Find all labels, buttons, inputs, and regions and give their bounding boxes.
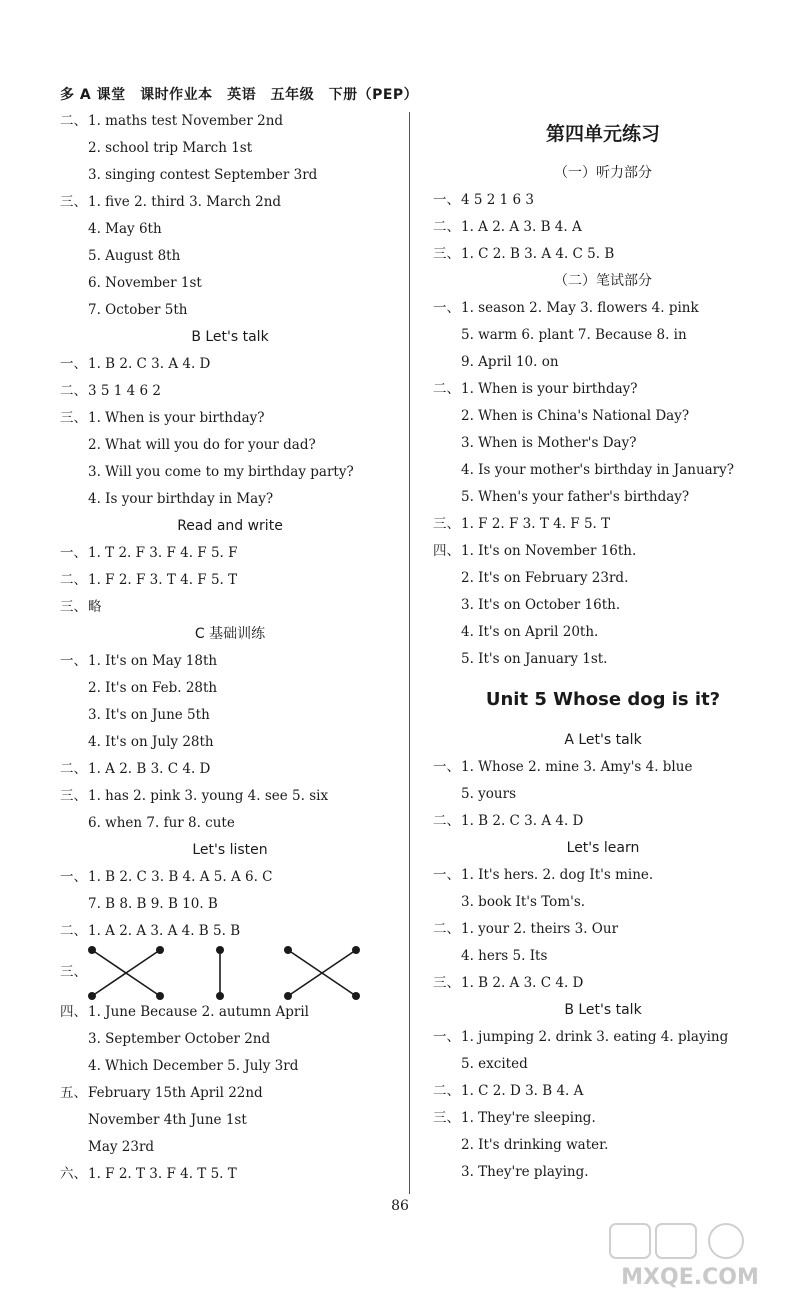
answer-text: 1. It's hers. 2. dog It's mine. [461,867,654,883]
answer-line [60,1134,400,1161]
matching-lines-diagram [88,946,368,1000]
question-marker: 二、 [433,1083,460,1099]
question-marker: 一、 [433,759,460,775]
answer-text: 1. When is your birthday? [88,410,265,426]
answer-line [433,457,773,484]
answer-text: 7. October 5th [88,302,188,318]
answer-line [433,1051,773,1078]
answer-line [433,376,773,403]
answer-line [433,484,773,511]
answer-text: 1. C 2. D 3. B 4. A [461,1083,584,1099]
answer-text: 3. book It's Tom's. [461,894,586,910]
answer-line [60,486,400,513]
answer-text: 5. yours [461,786,517,802]
answer-line [433,970,773,997]
question-marker: 二、 [433,219,460,235]
question-marker: 二、 [60,923,87,939]
answer-line [433,403,773,430]
answer-line [60,594,400,621]
answer-text: 4 5 2 1 6 3 [461,192,534,208]
question-marker: 四、 [60,1004,87,1020]
question-marker: 二、 [433,381,460,397]
answer-line [60,1161,400,1188]
answer-text: 3 5 1 4 6 2 [88,383,161,399]
answer-line [60,702,400,729]
answer-text: 4. hers 5. Its [461,948,548,964]
answer-text: 1. B 2. C 3. A 4. D [461,813,584,829]
answer-line [433,1132,773,1159]
answer-line [60,1080,400,1107]
question-marker: 五、 [60,1085,87,1101]
answer-line [60,783,400,810]
question-marker: 三、 [60,964,87,980]
question-marker: 一、 [60,545,87,561]
answer-line [433,511,773,538]
answer-line [60,405,400,432]
question-marker: 二、 [433,813,460,829]
answer-text: 1. B 2. C 3. A 4. D [88,356,211,372]
question-marker: 一、 [433,192,460,208]
question-marker: 二、 [433,921,460,937]
answer-text: 1. When is your birthday? [461,381,638,397]
answer-line [60,297,400,324]
answer-line [60,378,400,405]
answer-line [433,808,773,835]
answer-line [433,646,773,673]
question-marker: 二、 [60,113,87,129]
matching-dot [88,946,96,954]
question-marker: 二、 [60,383,87,399]
answer-text: 3. singing contest September 3rd [88,167,318,183]
answer-text: 4. Which December 5. July 3rd [88,1058,299,1074]
answer-line [433,538,773,565]
answer-line [433,322,773,349]
answer-line [60,810,400,837]
watermark-logo [590,1220,790,1292]
answer-text: 1. has 2. pink 3. young 4. see 5. six [88,788,329,804]
question-marker: 三、 [60,194,87,210]
answer-text: May 23rd [88,1139,155,1155]
answer-text: 3. It's on June 5th [88,707,210,723]
answer-line [433,214,773,241]
matching-dot [352,946,360,954]
answer-text: 1. It's on November 16th. [461,543,637,559]
answer-text: 1. T 2. F 3. F 4. F 5. F [88,545,238,561]
answer-text: 3. Will you come to my birthday party? [88,464,354,480]
section-heading: Read and write [177,518,283,534]
answer-line [60,459,400,486]
answer-line [433,1105,773,1132]
answer-line [60,756,400,783]
answer-line [60,567,400,594]
answer-text: 1. A 2. A 3. A 4. B 5. B [88,923,241,939]
answer-text: 2. What will you do for your dad? [88,437,316,453]
answer-line [60,999,400,1026]
answer-line [60,351,400,378]
answer-text: 4. May 6th [88,221,162,237]
answer-text: 1. They're sleeping. [461,1110,596,1126]
answer-line [433,862,773,889]
answer-text: 1. F 2. T 3. F 4. T 5. T [88,1166,237,1182]
matching-dot [284,946,292,954]
answer-line [60,216,400,243]
answer-text: 1. B 2. A 3. C 4. D [461,975,584,991]
answer-line [433,349,773,376]
answer-text: 1. A 2. B 3. C 4. D [88,761,211,777]
answer-line [60,891,400,918]
answer-line [60,432,400,459]
answer-line [433,916,773,943]
answer-line [60,108,400,135]
answer-text: 9. April 10. on [461,354,559,370]
question-marker: 三、 [60,410,87,426]
section-heading: Let's learn [566,840,640,856]
answer-text: 1. your 2. theirs 3. Our [461,921,619,937]
answer-line [433,1024,773,1051]
answer-text: November 4th June 1st [88,1112,247,1128]
answer-text: February 15th April 22nd [88,1085,263,1101]
answer-text: 1. jumping 2. drink 3. eating 4. playing [461,1029,729,1045]
answer-line [433,430,773,457]
section-heading: B Let's talk [191,329,269,345]
answer-line [433,241,773,268]
section-heading: （二）笔试部分 [554,273,652,289]
answer-line [433,754,773,781]
answer-text: 4. It's on April 20th. [461,624,599,640]
answer-text: 5. warm 6. plant 7. Because 8. in [461,327,687,343]
question-marker: 一、 [433,867,460,883]
answer-text: 1. F 2. F 3. T 4. F 5. T [461,516,611,532]
answer-text: 2. school trip March 1st [88,140,253,156]
answer-line [433,889,773,916]
unit-title: Unit 5 Whose dog is it? [485,689,721,710]
answer-text: 1. five 2. third 3. March 2nd [88,194,282,210]
answer-text: 1. season 2. May 3. flowers 4. pink [461,300,699,316]
question-marker: 一、 [60,869,87,885]
answer-text: 略 [88,599,102,615]
answer-line [433,619,773,646]
question-marker: 二、 [60,761,87,777]
answer-text: 2. It's on February 23rd. [461,570,629,586]
question-marker: 一、 [433,300,460,316]
answer-line [433,781,773,808]
unit-practice-title: 第四单元练习 [545,123,660,145]
section-heading: C 基础训练 [194,626,266,642]
question-marker: 三、 [433,516,460,532]
answer-line [433,187,773,214]
answer-line [433,1078,773,1105]
watermark-text: MXQE.COM [621,1265,759,1290]
question-marker: 六、 [60,1166,87,1182]
page-header: 多 A 课堂 课时作业本 英语 五年级 下册（PEP） [60,87,419,103]
left-column [60,108,400,1188]
answer-line [60,1053,400,1080]
answer-line [60,540,400,567]
answer-text: 6. November 1st [88,275,202,291]
page-number: 86 [391,1198,409,1214]
answer-text: 1. Whose 2. mine 3. Amy's 4. blue [461,759,693,775]
section-heading: A Let's talk [564,732,642,748]
answer-text: 5. excited [461,1056,528,1072]
answer-line [60,270,400,297]
answer-line-matching [60,945,400,999]
answer-line [433,565,773,592]
question-marker: 一、 [60,653,87,669]
answer-text: 2. It's on Feb. 28th [88,680,218,696]
matching-dot [156,946,164,954]
answer-text: 1. maths test November 2nd [88,113,284,129]
column-divider [409,112,410,1194]
answer-text: 4. It's on July 28th [88,734,214,750]
answer-line [60,675,400,702]
answer-line [433,295,773,322]
question-marker: 一、 [433,1029,460,1045]
answer-text: 3. They're playing. [461,1164,589,1180]
answer-text: 1. June Because 2. autumn April [88,1004,309,1020]
answer-text: 1. A 2. A 3. B 4. A [461,219,582,235]
answer-line [60,864,400,891]
matching-dot [216,946,224,954]
answer-line [60,1107,400,1134]
right-column [433,108,773,1186]
question-marker: 三、 [433,246,460,262]
answer-text: 2. It's drinking water. [461,1137,609,1153]
answer-text: 1. F 2. F 3. T 4. F 5. T [88,572,238,588]
question-marker: 二、 [60,572,87,588]
section-heading: （一）听力部分 [554,165,652,181]
answer-text: 3. It's on October 16th. [461,597,621,613]
answer-text: 4. Is your mother's birthday in January? [461,462,734,478]
answer-text: 3. When is Mother's Day? [461,435,637,451]
answer-text: 2. When is China's National Day? [461,408,690,424]
answer-line [60,1026,400,1053]
answer-line [60,162,400,189]
question-marker: 三、 [60,599,87,615]
answer-line [60,243,400,270]
answer-text: 1. It's on May 18th [88,653,218,669]
answer-text: 5. August 8th [88,248,181,264]
matching-dot [352,992,360,1000]
answer-text: 6. when 7. fur 8. cute [88,815,235,831]
answer-line [433,1159,773,1186]
answer-text: 5. It's on January 1st. [461,651,608,667]
answer-text: 1. C 2. B 3. A 4. C 5. B [461,246,615,262]
answer-line [433,592,773,619]
answer-text: 5. When's your father's birthday? [461,489,690,505]
question-marker: 三、 [433,1110,460,1126]
question-marker: 四、 [433,543,460,559]
question-marker: 三、 [60,788,87,804]
answer-line [60,729,400,756]
section-heading: Let's listen [192,842,268,858]
section-heading: B Let's talk [564,1002,642,1018]
answer-text: 4. Is your birthday in May? [88,491,274,507]
answer-line [60,135,400,162]
answer-line [60,648,400,675]
answer-text: 1. B 2. C 3. B 4. A 5. A 6. C [88,869,273,885]
question-marker: 三、 [433,975,460,991]
answer-text: 7. B 8. B 9. B 10. B [88,896,218,912]
question-marker: 一、 [60,356,87,372]
answer-text: 3. September October 2nd [88,1031,271,1047]
answer-line [433,943,773,970]
answer-line [60,189,400,216]
answer-line [60,918,400,945]
